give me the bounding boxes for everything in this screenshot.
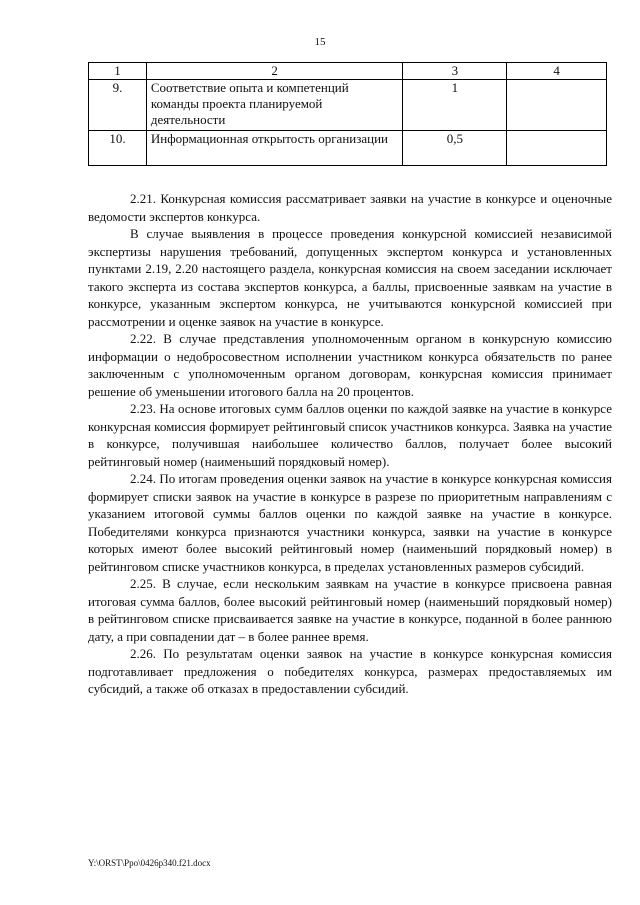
table-header-cell: 4 [507, 63, 607, 80]
table-header-row [89, 63, 607, 80]
row-criterion: Информационная открытость организации [146, 131, 403, 166]
row-number: 10. [89, 131, 147, 166]
footer-file-path: Y:\ORST\Ppo\0426p340.f21.docx [88, 858, 211, 868]
document-body [88, 190, 612, 698]
row-score [507, 131, 607, 166]
table-header-cell: 3 [403, 63, 507, 80]
paragraph-2-23: 2.23. На основе итоговых сумм баллов оценки по каждой заявке на участие в конкурсе конкурсная комиссия формирует рейтинговый список участников конкурса. Заявка на участие в конкурсе, получившая наибольшее количество баллов, получает более высокий рейтинговый номер (наименьший порядковый номер). [88, 401, 612, 469]
paragraph-2-21: 2.21. Конкурсная комиссия рассматривает заявки на участие в конкурсе и оценочные ведомости экспертов конкурса. [88, 191, 612, 224]
row-number: 9. [89, 80, 147, 131]
table-row [89, 131, 607, 166]
row-weight: 0,5 [403, 131, 507, 166]
paragraph-2-22: 2.22. В случае представления уполномоченным органом в конкурсную комиссию информации о недобросовестном исполнении участником конкурса обязательств по ранее заключенным с уполномоченным органом договорам, конкурсная комиссия принимает решение об уменьшении итогового балла на 20 процентов. [88, 331, 612, 399]
row-criterion: Соответствие опыта и компетенций команды проекта планируемой деятельности [146, 80, 403, 131]
table-row [89, 80, 607, 131]
page-number: 15 [314, 36, 326, 48]
table-header-cell: 1 [89, 63, 147, 80]
table-header-cell: 2 [146, 63, 403, 80]
paragraph-2-24: 2.24. По итогам проведения оценки заявок на участие в конкурсе конкурсная комиссия формирует списки заявок на участие в конкурсе в разрезе по приоритетным направлениям с указанием итоговой суммы баллов оценки по каждой заявке на участие в конкурсе. Победителями конкурса признаются участники конкурса, заявки на участие в конкурсе которых имеют более высокий рейтинговый номер (наименьший порядковый номер) в рейтинговом списке участников конкурса, в пределах установленных размеров субсидий. [88, 471, 612, 574]
paragraph-2-21-continued: В случае выявления в процессе проведения конкурсной комиссией независимой экспертизы нарушения требований, допущенных экспертом конкурса и установленных пунктами 2.19, 2.20 настоящего раздела, конкурсная комиссия на своем заседании исключает такого эксперта из состава экспертов конкурса, а баллы, присвоенные заявкам на участие в конкурсе, указанным экспертом конкурса, не учитываются конкурсной комиссией при рассмотрении и оценке заявок на участие в конкурсе. [88, 226, 612, 329]
paragraph-2-25: 2.25. В случае, если нескольким заявкам на участие в конкурсе присвоена равная итоговая сумма баллов, более высокий рейтинговый номер (наименьший порядковый номер) в рейтинговом списке присваивается заявке на участие в конкурсе, поданной в более раннюю дату, а при совпадении дат – в более раннее время. [88, 576, 612, 644]
criteria-table [88, 62, 607, 166]
row-weight: 1 [403, 80, 507, 131]
row-score [507, 80, 607, 131]
paragraph-2-26: 2.26. По результатам оценки заявок на участие в конкурсе конкурсная комиссия подготавливает предложения о победителях конкурса, размерах предоставляемых им субсидий, а также об отказах в предоставлении субсидий. [88, 646, 612, 696]
